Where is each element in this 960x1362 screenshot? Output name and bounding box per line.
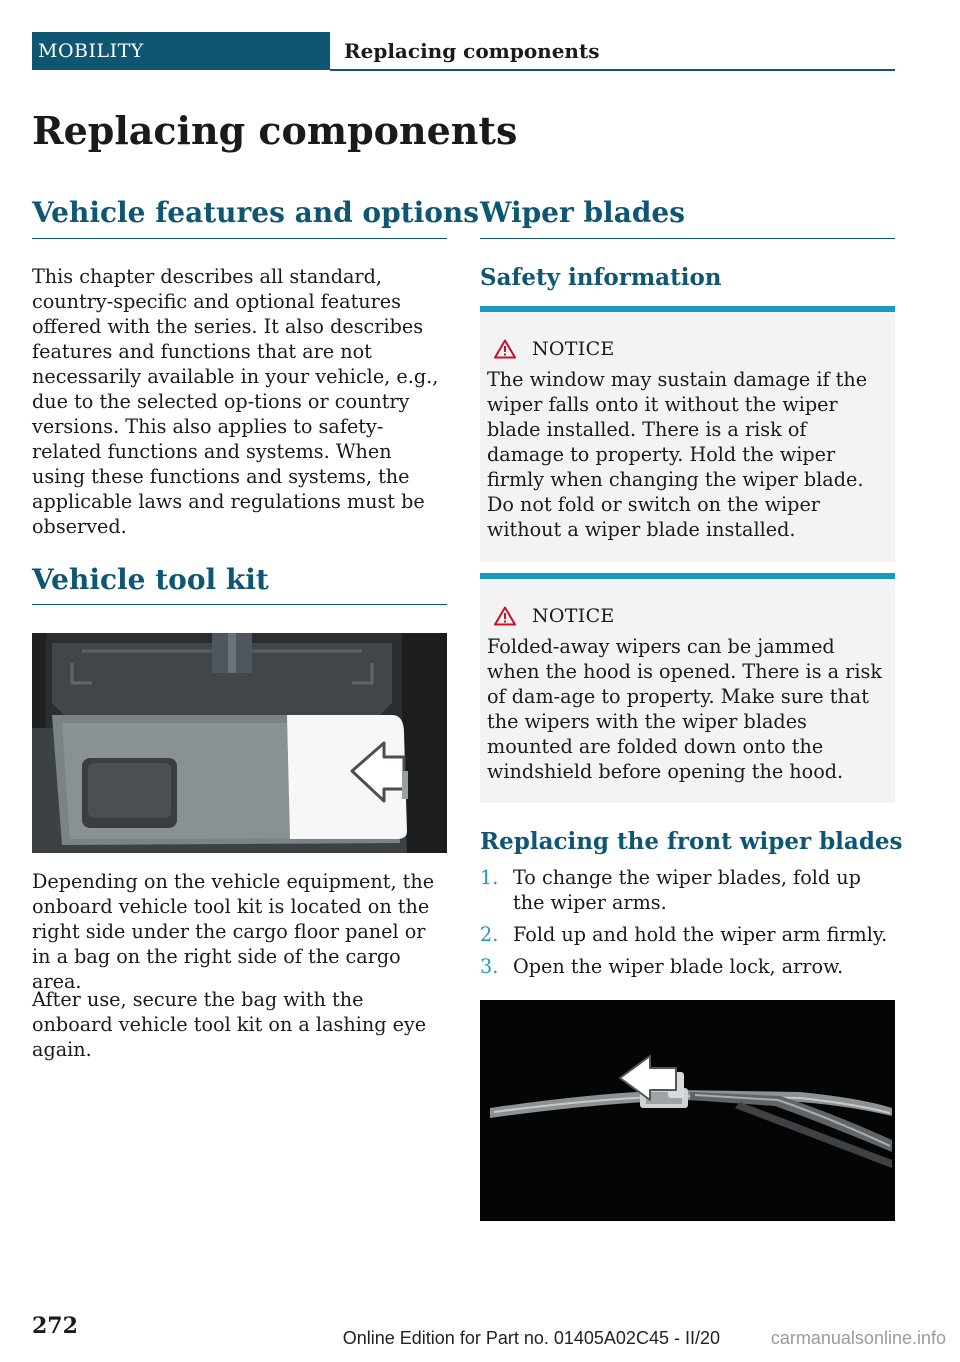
step-number: 3. — [480, 955, 499, 978]
tool-kit-location-text: Depending on the vehicle equipment, the onboard vehicle tool kit is located on the right side under the cargo floor panel or in a bag on the right side of the cargo area. — [32, 870, 435, 993]
watermark: carmanualsonline.info — [770, 1328, 946, 1348]
vehicle-tool-kit-heading: Vehicle tool kit — [32, 563, 269, 596]
safety-information-heading: Safety information — [480, 264, 722, 291]
page-number: 272 — [32, 1313, 78, 1339]
step-text: Fold up and hold the wiper arm firmly. — [513, 923, 888, 946]
vehicle-features-text: This chapter describes all standard, country-specific and optional features offered with the series. It also describes features and functions that are not necessarily available in your vehicle, e.g., due to the selected op-tions or country versions. This also applies to safety-related functions and systems. When using these functions and systems, the applicable laws and regulations must be observed. — [32, 265, 439, 538]
tool-kit-image — [32, 633, 447, 853]
heading-rule — [480, 238, 895, 239]
wiper-blade-image — [480, 1000, 895, 1221]
replacing-front-wiper-heading: Replacing the front wiper blades — [480, 828, 903, 855]
step-text: Open the wiper blade lock, arrow. — [513, 955, 844, 978]
list-item — [480, 954, 895, 979]
notice-box — [480, 573, 895, 803]
step-text: To change the wiper blades, fold up the wiper arms. — [513, 866, 861, 914]
notice-text: The window may sustain damage if the wiper falls onto it without the wiper blade installed. There is a risk of damage to property. Hold the wiper firmly when changing the wiper blade. Do not fold or switch on the wiper without a wiper blade installed. — [487, 368, 868, 541]
page-title: Replacing components — [32, 108, 518, 153]
notice-label: NOTICE — [532, 338, 615, 360]
list-item — [480, 922, 895, 947]
heading-rule — [32, 238, 447, 239]
header-rule — [330, 69, 895, 71]
heading-rule — [32, 604, 447, 605]
notice-text: Folded-away wipers can be jammed when the hood is opened. There is a risk of dam-age to property. Make sure that the wipers with the wiper blades mounted are folded down onto the windshield before opening the hood. — [487, 635, 882, 783]
warning-triangle-icon — [494, 339, 516, 359]
section-tab: MOBILITY — [32, 32, 330, 70]
tool-kit-after-use-text: After use, secure the bag with the onboard vehicle tool kit on a lashing eye again. — [32, 988, 427, 1061]
step-number: 2. — [480, 923, 499, 946]
warning-triangle-icon — [494, 606, 516, 626]
running-header-title: Replacing components — [344, 39, 600, 63]
list-item — [480, 865, 895, 915]
wiper-blades-heading: Wiper blades — [480, 196, 685, 229]
notice-header — [494, 336, 615, 362]
steps-list — [480, 865, 895, 986]
notice-label: NOTICE — [532, 605, 615, 627]
notice-header — [494, 603, 615, 629]
notice-box — [480, 306, 895, 562]
step-number: 1. — [480, 866, 499, 889]
vehicle-features-heading: Vehicle features and options — [32, 196, 480, 229]
edition-info: Online Edition for Part no. 01405A02C45 - II/20 — [342, 1328, 720, 1348]
